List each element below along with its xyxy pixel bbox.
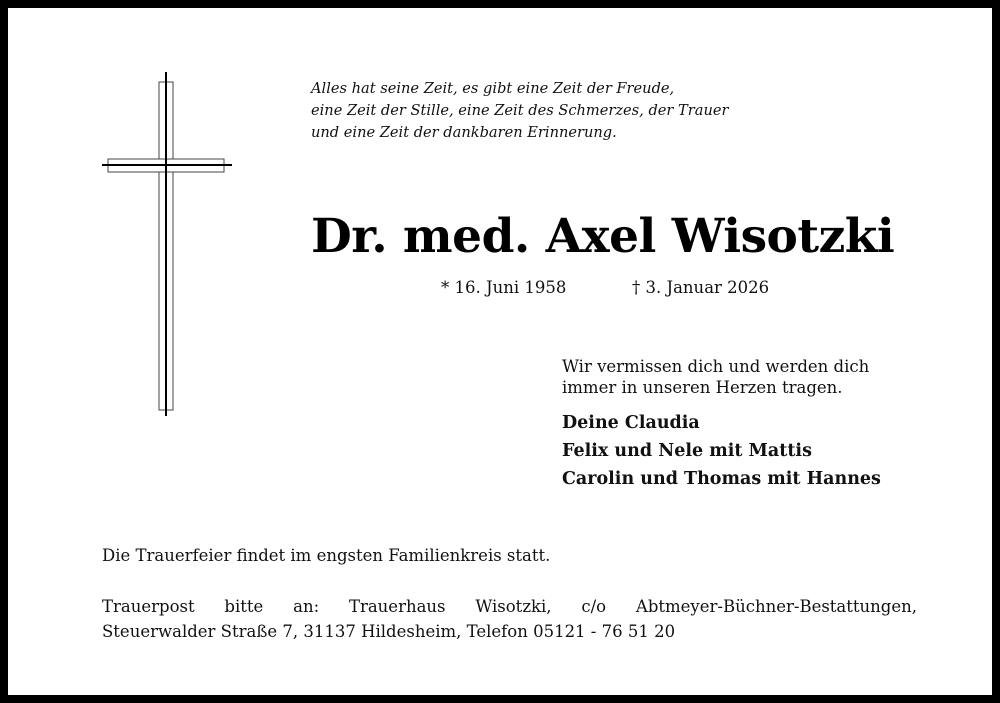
message-line: Wir vermissen dich und werden dich bbox=[562, 357, 870, 376]
service-note: Die Trauerfeier findet im engsten Familienkreis statt. bbox=[102, 546, 551, 565]
farewell-message bbox=[562, 356, 869, 398]
deceased-name: Dr. med. Axel Wisotzki bbox=[311, 209, 895, 264]
condolence-address bbox=[102, 594, 917, 644]
quote-line: eine Zeit der Stille, eine Zeit des Schmerzes, der Trauer bbox=[311, 102, 729, 119]
message-line: immer in unseren Herzen tragen. bbox=[562, 378, 843, 397]
quote bbox=[311, 78, 728, 144]
mourner: Carolin und Thomas mit Hannes bbox=[562, 469, 881, 489]
mourners-list bbox=[562, 409, 881, 493]
address-line: Trauerpost bitte an: Trauerhaus Wisotzki, c/o Abtmeyer-Büchner-Bestattungen, bbox=[102, 597, 917, 616]
death-date: † 3. Januar 2026 bbox=[632, 278, 770, 297]
mourner: Felix und Nele mit Mattis bbox=[562, 441, 812, 461]
quote-line: und eine Zeit der dankbaren Erinnerung. bbox=[311, 124, 617, 141]
mourner: Deine Claudia bbox=[562, 413, 700, 433]
birth-date: * 16. Juni 1958 bbox=[441, 278, 567, 297]
cross-icon bbox=[100, 70, 234, 418]
address-line: Steuerwalder Straße 7, 31137 Hildesheim, Telefon 05121 - 76 51 20 bbox=[102, 622, 676, 641]
quote-line: Alles hat seine Zeit, es gibt eine Zeit der Freude, bbox=[311, 80, 675, 97]
